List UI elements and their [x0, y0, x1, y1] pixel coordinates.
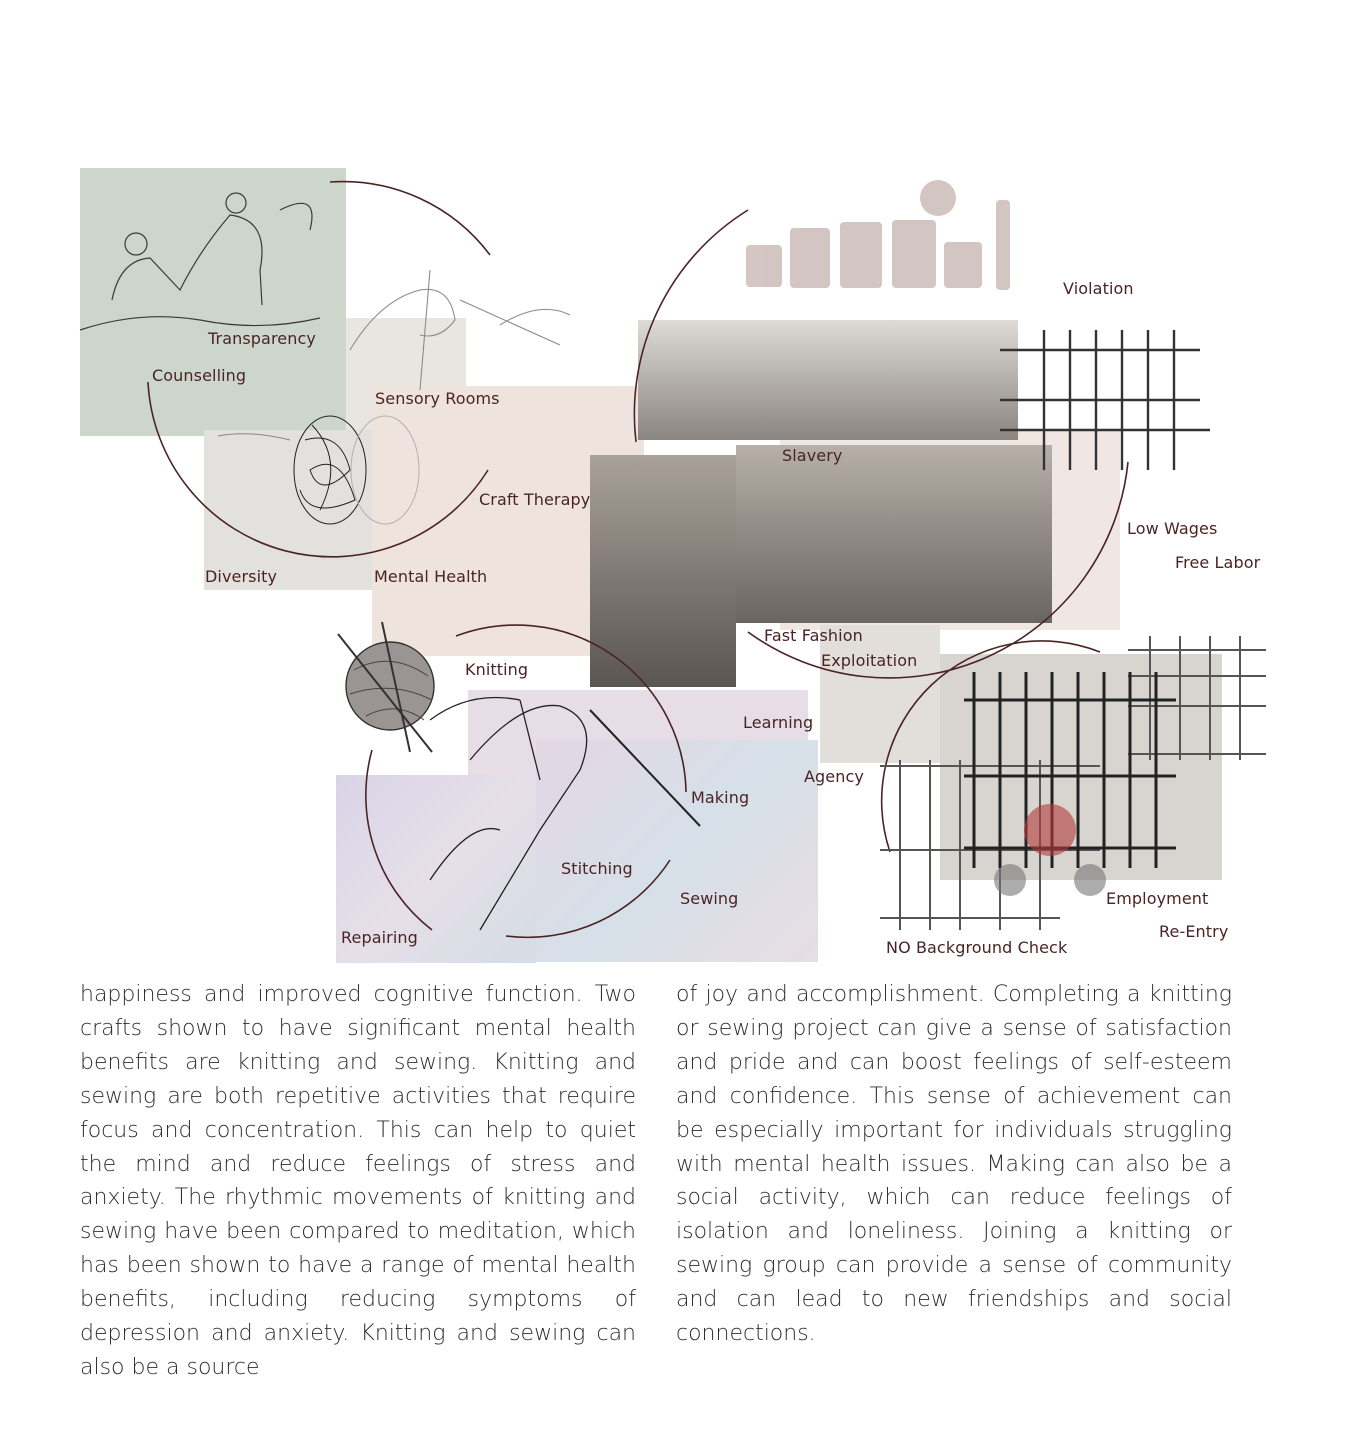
label-no-background-check: NO Background Check — [886, 938, 1068, 957]
knitting-hands-icon — [350, 270, 570, 390]
prison-bars-icon — [1000, 330, 1210, 470]
label-diversity: Diversity — [205, 567, 278, 586]
label-craft-therapy: Craft Therapy — [479, 490, 591, 509]
arc-making-top — [456, 625, 686, 792]
arc-mental-health-bottom — [148, 382, 488, 557]
label-transparency: Transparency — [208, 329, 316, 348]
arc-mental-health-top — [330, 182, 490, 255]
crochet-hand-icon — [430, 698, 700, 931]
label-sensory-rooms: Sensory Rooms — [375, 389, 500, 408]
tangled-brain-icon — [218, 416, 419, 524]
label-slavery: Slavery — [782, 446, 843, 465]
label-exploitation: Exploitation — [821, 651, 918, 670]
ghost-lettering-icon — [746, 180, 1010, 290]
label-making: Making — [691, 788, 750, 807]
label-repairing: Repairing — [341, 928, 418, 947]
label-knitting: Knitting — [465, 660, 529, 679]
label-mental-health: Mental Health — [374, 567, 488, 586]
label-agency: Agency — [804, 767, 864, 786]
arc-making-left — [366, 750, 432, 930]
label-free-labor: Free Labor — [1175, 553, 1261, 572]
label-re-entry: Re-Entry — [1159, 922, 1229, 941]
label-fast-fashion: Fast Fashion — [764, 626, 863, 645]
arc-exploitation-bottom — [748, 462, 1128, 678]
label-learning: Learning — [743, 713, 814, 732]
label-violation: Violation — [1063, 279, 1134, 298]
label-low-wages: Low Wages — [1127, 519, 1218, 538]
label-sewing: Sewing — [680, 889, 739, 908]
body-text-left-column: happiness and improved cognitive function. Two crafts shown to have significant mental health benefits are knitting and sewing. Knitting and sewing are both repetitive activities that require focus and concentration. This can help to quiet the mind and reduce feelings of stress and anxiety. The rhythmic movements of knitting and sewing have been compared to meditation, which has been shown to have a range of mental health benefits, including reducing symptoms of depression and anxiety. Knitting and sewing can also be a source — [80, 982, 636, 1380]
label-employment: Employment — [1106, 889, 1209, 908]
label-counselling: Counselling — [152, 366, 247, 385]
line-portrait-icon — [80, 193, 320, 330]
label-stitching: Stitching — [561, 859, 633, 878]
yarn-ball-icon — [338, 622, 434, 752]
body-text-right-column: of joy and accomplishment. Completing a knitting or sewing project can give a sense of satisfaction and pride and can boost feelings of self-esteem and confidence. This sense of achievement can be especially important for individuals struggling with mental health issues. Making can also be a social activity, which can reduce feelings of isolation and loneliness. Joining a knitting or sewing group can provide a sense of community and can lead to new friendships and social connections. — [676, 982, 1232, 1347]
arc-exploitation-left — [634, 210, 748, 442]
